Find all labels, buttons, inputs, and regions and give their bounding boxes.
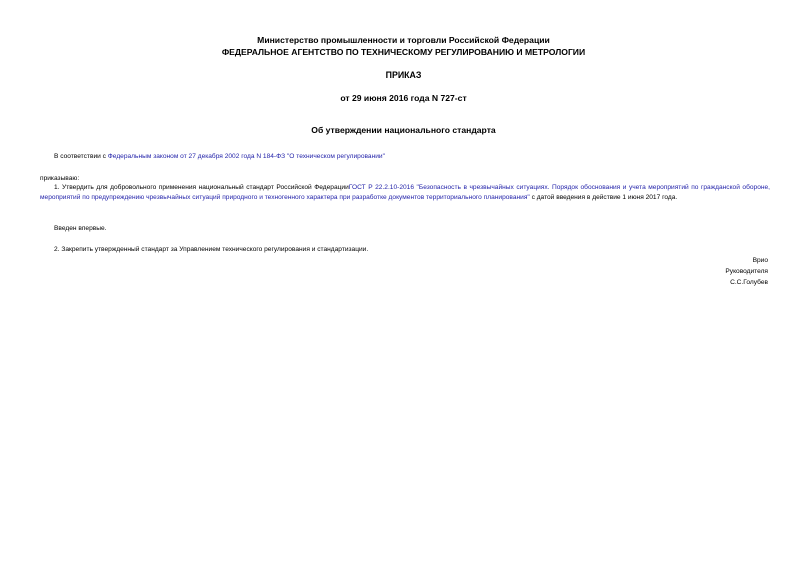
signature-position-line1: Врио <box>752 257 768 264</box>
agency-heading: ФЕДЕРАЛЬНОЕ АГЕНТСТВО ПО ТЕХНИЧЕСКОМУ РЕГУЛИРОВАНИЮ И МЕТРОЛОГИИ <box>221 47 586 57</box>
signature-position-line2: Руководителя <box>725 268 768 275</box>
order-title: ПРИКАЗ <box>385 70 422 80</box>
ministry-heading: Министерство промышленности и торговли Российской Федерации <box>257 35 550 45</box>
paragraph-item-1 <box>40 183 770 204</box>
signature-name: С.С.Голубев <box>730 279 768 286</box>
order-date: от 29 июня 2016 года N 727-ст <box>340 93 467 103</box>
legal-basis-prefix: В соответствии с <box>54 153 108 160</box>
paragraph-order-word: приказываю: <box>40 175 80 182</box>
item-1-suffix: с датой введения в действие 1 июня 2017 года. <box>529 194 678 202</box>
federal-law-link[interactable]: Федеральным законом от 27 декабря 2002 года N 184-ФЗ "О техническом регулировании" <box>107 153 385 160</box>
gost-standard-link[interactable]: ГОСТ Р 22.2.10-2016 "Безопасность в чрезвычайных ситуациях. Порядок обоснования и учета мероприятий по гражданской обороне, мероприятий по предупреждению чрезвычайных ситуаций природного и техногенного характера при разработке документов территориального планирования" <box>40 184 770 202</box>
order-subject: Об утверждении национального стандарта <box>311 125 496 135</box>
paragraph-introduced-first: Введен впервые. <box>54 225 107 232</box>
item-1-prefix: 1. Утвердить для добровольного применения национальный стандарт Российской Федерации <box>54 184 349 191</box>
paragraph-item-2: 2. Закрепить утвержденный стандарт за Управлением технического регулирования и стандартизации. <box>54 246 369 253</box>
paragraph-legal-basis <box>54 152 385 162</box>
